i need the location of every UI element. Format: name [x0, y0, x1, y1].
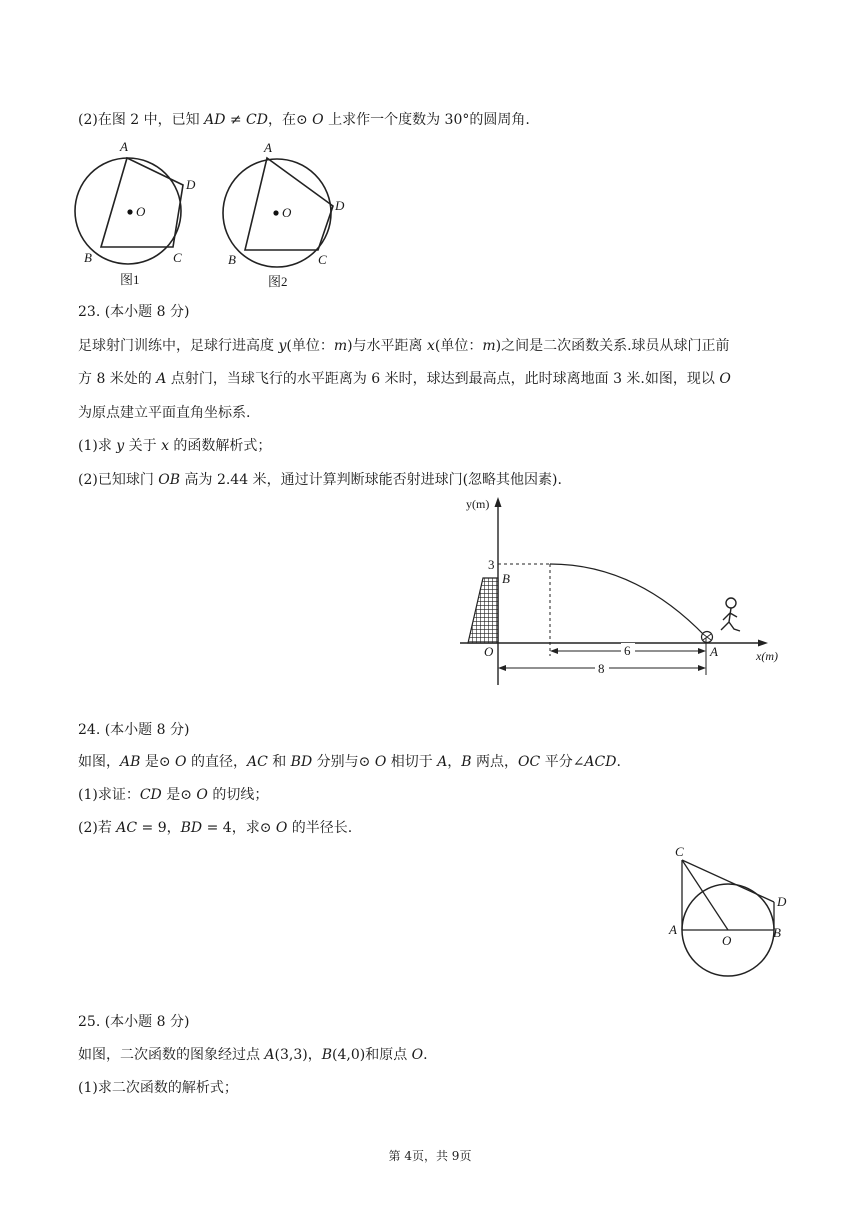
label-3: 3 [488, 557, 495, 572]
label-8: 8 [598, 661, 605, 676]
page-footer: 第 4页，共 9页 [388, 1149, 472, 1163]
fig2-quadrilateral [245, 158, 333, 250]
q24-question-1: (1)求证：𝐶𝐷 是⊙ 𝑂 的切线； [78, 787, 269, 803]
q23-question-1: (1)求 𝑦 关于 𝑥 的函数解析式； [78, 438, 272, 454]
fig1-center-dot [127, 209, 132, 214]
ball-trajectory [550, 564, 706, 637]
fig24-label-d: D [777, 894, 787, 909]
y-axis-arrow [495, 497, 502, 507]
q25-text-1: 如图，二次函数的图象经过点 𝐴(3,3)，𝐵(4,0)和原点 𝑂. [78, 1047, 428, 1063]
fig24-label-c: C [675, 844, 684, 859]
circle-figure-2 [214, 140, 354, 292]
fig2-label-a: A [264, 140, 272, 155]
q25-header: 25. (本小题 8 分) [78, 1014, 190, 1030]
fig2-caption: 图2 [268, 274, 288, 289]
fig1-caption: 图1 [120, 272, 140, 287]
fig2-center-dot [273, 210, 278, 215]
q23-text-3: 为原点建立平面直角坐标系. [78, 405, 251, 421]
fig2-label-o: O [282, 205, 292, 220]
label-6: 6 [624, 643, 631, 658]
q24-header: 24. (本小题 8 分) [78, 722, 190, 738]
goal-net [468, 578, 498, 643]
soccer-trajectory-figure [440, 493, 800, 685]
fig24-label-b: B [773, 925, 781, 940]
q23-question-2: (2)已知球门 𝑂𝐵 高为 2.44 米，通过计算判断球能否射进球门(忽略其他因素). [78, 472, 562, 488]
x-axis-label: x(m) [756, 649, 778, 663]
label-b: B [502, 571, 510, 586]
y-axis-label: y(m) [466, 497, 490, 511]
label-a: A [710, 644, 718, 659]
q22-part2: (2)在图 2 中，已知 𝐴𝐷 ≠ 𝐶𝐷，在⊙ 𝑂 上求作一个度数为 30°的圆周角. [78, 112, 530, 128]
q23-text-2: 方 8 米处的 𝐴 点射门，当球飞行的水平距离为 6 米时，球达到最高点，此时球离地面 3 米.如图，现以 𝑂 [78, 371, 731, 387]
circle-figure-1 [70, 138, 200, 290]
q23-header: 23. (本小题 8 分) [78, 304, 190, 320]
fig1-quadrilateral [101, 158, 183, 247]
fig2-label-c: C [318, 252, 327, 267]
q23-text-1: 足球射门训练中，足球行进高度 𝑦(单位：𝑚)与水平距离 𝑥(单位：𝑚)之间是二次函数关系.球员从球门正前 [78, 338, 730, 354]
fig1-label-o: O [136, 204, 146, 219]
q25-question-1: (1)求二次函数的解析式； [78, 1080, 238, 1096]
fig1-label-b: B [84, 250, 92, 265]
fig24-label-o: O [722, 933, 732, 948]
fig1-label-d: D [186, 177, 196, 192]
tangent-circle-figure [660, 842, 800, 978]
q24-text-1: 如图，𝐴𝐵 是⊙ 𝑂 的直径，𝐴𝐶 和 𝐵𝐷 分别与⊙ 𝑂 相切于 𝐴，𝐵 两点，𝑂𝐶 平分∠𝐴𝐶𝐷. [78, 754, 621, 770]
fig1-label-a: A [120, 139, 128, 154]
fig2-label-b: B [228, 252, 236, 267]
label-o: O [484, 644, 494, 659]
fig2-label-d: D [335, 198, 345, 213]
player-figure [721, 598, 740, 631]
x-axis-arrow [758, 640, 768, 647]
q24-question-2: (2)若 𝐴𝐶 = 9，𝐵𝐷 = 4，求⊙ 𝑂 的半径长. [78, 820, 353, 836]
fig24-label-a: A [669, 922, 677, 937]
fig1-label-c: C [173, 250, 182, 265]
